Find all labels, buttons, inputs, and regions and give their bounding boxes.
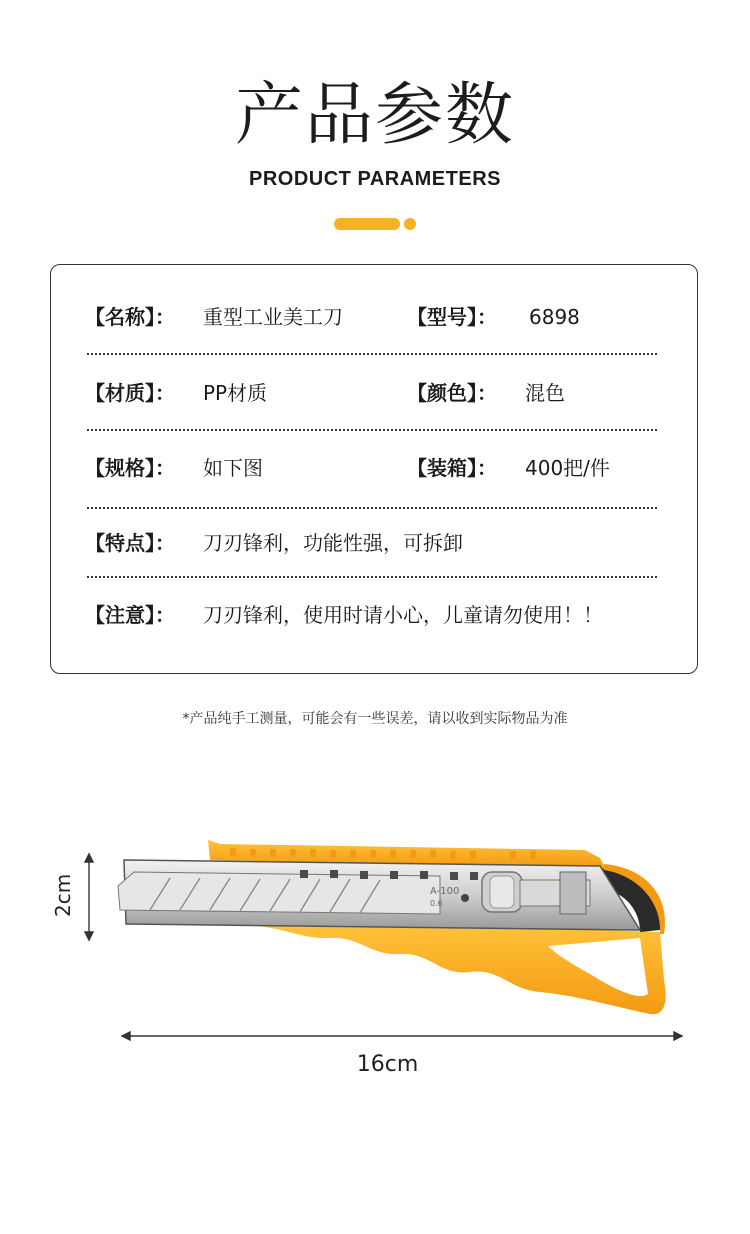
- packing-label: 【装箱】：: [407, 456, 497, 480]
- color-value: 混色: [525, 381, 565, 405]
- length-label: 16cm: [356, 1052, 419, 1077]
- param-row-name: [85, 297, 659, 337]
- spec-label: 【规格】：: [85, 456, 175, 480]
- row-divider: [87, 353, 657, 355]
- row-divider: [87, 507, 657, 509]
- spec-value: 如下图: [203, 456, 263, 480]
- material-value: PP材质: [203, 381, 268, 405]
- measurement-note: *产品纯手工测量，可能会有一些误差，请以收到实际物品为准: [182, 711, 568, 727]
- blade-model-text: A-100: [430, 886, 460, 897]
- model-label: 【型号】：: [407, 305, 497, 329]
- name-label: 【名称】：: [85, 305, 175, 329]
- param-row-spec: [85, 448, 659, 488]
- param-row-feature: [85, 523, 659, 563]
- height-dimension-arrow: [85, 854, 93, 940]
- page-title: 产品参数: [234, 76, 515, 155]
- caution-value: 刀刃锋利，使用时请小心，儿童请勿使用！！: [203, 603, 603, 627]
- page-subtitle: PRODUCT PARAMETERS: [249, 168, 501, 190]
- feature-label: 【特点】：: [85, 531, 175, 555]
- blade-thickness-text: 0.6: [430, 899, 443, 908]
- packing-value: 400把/件: [525, 456, 610, 480]
- caution-label: 【注意】：: [85, 603, 175, 627]
- material-label: 【材质】：: [85, 381, 175, 405]
- accent-bar: [334, 218, 400, 230]
- params-table: [50, 264, 698, 674]
- row-divider: [87, 429, 657, 431]
- length-dimension-arrow: [122, 1032, 682, 1040]
- feature-value: 刀刃锋利，功能性强，可拆卸: [203, 531, 463, 555]
- param-row-material: [85, 373, 659, 413]
- param-row-caution: [85, 595, 659, 635]
- row-divider: [87, 576, 657, 578]
- model-value: 6898: [529, 305, 580, 329]
- color-label: 【颜色】：: [407, 381, 497, 405]
- name-value: 重型工业美工刀: [203, 305, 343, 329]
- height-label: 2cm: [51, 873, 75, 917]
- accent-dot: [404, 218, 416, 230]
